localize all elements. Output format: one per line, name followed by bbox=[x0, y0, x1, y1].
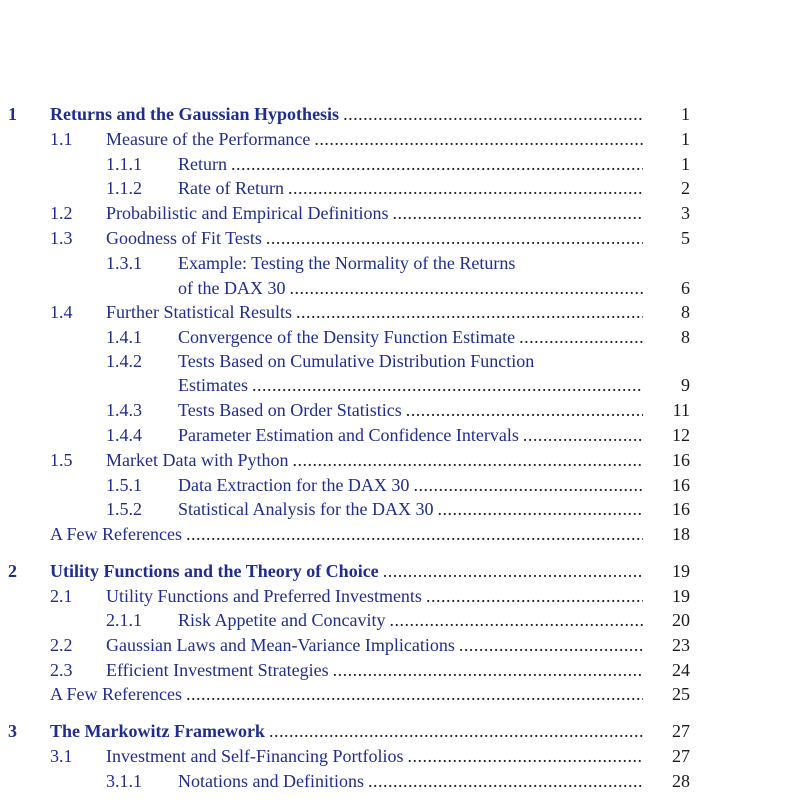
toc-number: 1.3 bbox=[50, 228, 73, 248]
toc-title[interactable]: Gaussian Laws and Mean-Variance Implications bbox=[106, 635, 455, 655]
toc-title[interactable]: Investment and Self-Financing Portfolios bbox=[106, 746, 404, 766]
toc-entry[interactable] bbox=[0, 448, 800, 472]
toc-entry[interactable] bbox=[0, 658, 800, 682]
toc-title[interactable]: A Few References bbox=[50, 684, 182, 704]
toc-number: 3 bbox=[8, 721, 17, 741]
toc-number: 1.1.1 bbox=[106, 154, 142, 174]
toc-number: 2.1 bbox=[50, 586, 73, 606]
toc-leader-dots bbox=[413, 473, 643, 497]
toc-page-number: 27 bbox=[672, 746, 690, 766]
toc-title[interactable]: Data Extraction for the DAX 30 bbox=[178, 475, 410, 495]
toc-number: 1.1.2 bbox=[106, 178, 142, 198]
toc-number: 2.1.1 bbox=[106, 610, 142, 630]
toc-page-number: 1 bbox=[681, 154, 690, 174]
toc-page-number: 20 bbox=[672, 610, 690, 630]
toc-leader-dots bbox=[368, 769, 643, 793]
toc-title[interactable]: The Markowitz Framework bbox=[50, 721, 265, 741]
toc-title[interactable]: Returns and the Gaussian Hypothesis bbox=[50, 104, 340, 124]
toc-page-number: 24 bbox=[672, 660, 690, 680]
toc-leader-dots bbox=[383, 559, 643, 583]
toc-title[interactable]: Measure of the Performance bbox=[106, 129, 311, 149]
toc-leader-dots bbox=[437, 497, 643, 521]
toc-entry[interactable] bbox=[0, 152, 800, 176]
toc-leader-dots bbox=[389, 608, 643, 632]
toc-page-number: 16 bbox=[672, 475, 690, 495]
toc-leader-dots bbox=[426, 584, 643, 608]
toc-title[interactable]: Rate of Return bbox=[178, 178, 284, 198]
toc-number: 2 bbox=[8, 561, 17, 581]
toc-page-number: 2 bbox=[681, 178, 690, 198]
toc-number: 3.1 bbox=[50, 746, 73, 766]
toc-entry[interactable] bbox=[0, 584, 800, 608]
toc-page-number: 8 bbox=[681, 327, 690, 347]
toc-entry[interactable] bbox=[0, 473, 800, 497]
toc-chapter-entry[interactable] bbox=[0, 719, 800, 743]
toc-number: 1.4 bbox=[50, 302, 73, 322]
toc-entry[interactable] bbox=[0, 325, 800, 349]
toc-entry[interactable] bbox=[0, 423, 800, 447]
toc-number: 1.4.1 bbox=[106, 327, 142, 347]
toc-leader-dots bbox=[186, 522, 643, 546]
toc-chapter-entry[interactable] bbox=[0, 559, 800, 583]
toc-page-number: 8 bbox=[681, 302, 690, 322]
toc-title[interactable]: Return bbox=[178, 154, 227, 174]
toc-page-number: 9 bbox=[681, 375, 690, 395]
toc-entry[interactable] bbox=[0, 127, 800, 151]
toc-leader-dots bbox=[392, 201, 643, 225]
toc-page-number: 12 bbox=[672, 425, 690, 445]
toc-page-number: 16 bbox=[672, 499, 690, 519]
toc-leader-dots bbox=[296, 300, 643, 324]
toc-page-number: 27 bbox=[672, 721, 690, 741]
toc-title[interactable]: Efficient Investment Strategies bbox=[106, 660, 329, 680]
toc-leader-dots bbox=[292, 448, 643, 472]
toc-page-number: 25 bbox=[672, 684, 690, 704]
toc-entry[interactable] bbox=[0, 522, 800, 546]
toc-title[interactable]: Probabilistic and Empirical Definitions bbox=[106, 203, 389, 223]
toc-leader-dots bbox=[406, 398, 643, 422]
toc-title[interactable]: Convergence of the Density Function Estimate bbox=[178, 327, 516, 347]
toc-number: 1.4.4 bbox=[106, 425, 142, 445]
toc-title[interactable]: Statistical Analysis for the DAX 30 bbox=[178, 499, 434, 519]
toc-leader-dots bbox=[288, 176, 643, 200]
toc-page-number: 3 bbox=[681, 203, 690, 223]
toc-number: 1.5.2 bbox=[106, 499, 142, 519]
toc-leader-dots bbox=[186, 682, 643, 706]
toc-title[interactable]: Example: Testing the Normality of the Returns bbox=[178, 253, 516, 273]
toc-number: 1.5 bbox=[50, 450, 73, 470]
toc-title[interactable]: Tests Based on Cumulative Distribution Function bbox=[178, 351, 535, 371]
toc-leader-dots bbox=[289, 276, 643, 300]
toc-entry[interactable] bbox=[0, 276, 800, 300]
toc-leader-dots bbox=[519, 325, 643, 349]
toc-entry[interactable] bbox=[0, 608, 800, 632]
toc-entry[interactable] bbox=[0, 251, 800, 275]
toc-entry[interactable] bbox=[0, 176, 800, 200]
toc-page-number: 5 bbox=[681, 228, 690, 248]
toc-title[interactable]: A Few References bbox=[50, 524, 182, 544]
toc-number: 1.3.1 bbox=[106, 253, 142, 273]
toc-leader-dots bbox=[314, 127, 643, 151]
toc-page-number: 28 bbox=[672, 771, 690, 791]
toc-title[interactable]: Utility Functions and the Theory of Choice bbox=[50, 561, 379, 581]
toc-title[interactable]: Tests Based on Order Statistics bbox=[178, 400, 402, 420]
toc-leader-dots bbox=[269, 719, 643, 743]
toc-title[interactable]: of the DAX 30 bbox=[178, 278, 286, 298]
toc-number: 1.4.2 bbox=[106, 351, 142, 371]
toc-number: 1.5.1 bbox=[106, 475, 142, 495]
toc-page-number: 23 bbox=[672, 635, 690, 655]
toc-chapter-entry[interactable] bbox=[0, 102, 800, 126]
toc-leader-dots bbox=[343, 102, 643, 126]
toc-leader-dots bbox=[523, 423, 643, 447]
toc-page-number: 11 bbox=[672, 400, 690, 420]
toc-entry[interactable] bbox=[0, 744, 800, 768]
toc-entry[interactable] bbox=[0, 300, 800, 324]
toc-entry[interactable] bbox=[0, 769, 800, 793]
toc-title[interactable]: Goodness of Fit Tests bbox=[106, 228, 262, 248]
toc-title[interactable]: Utility Functions and Preferred Investments bbox=[106, 586, 422, 606]
toc-page-number: 16 bbox=[672, 450, 690, 470]
toc-entry[interactable] bbox=[0, 373, 800, 397]
toc-title[interactable]: Further Statistical Results bbox=[106, 302, 292, 322]
toc-page-number: 18 bbox=[672, 524, 690, 544]
toc-page-number: 6 bbox=[681, 278, 690, 298]
toc-title[interactable]: Notations and Definitions bbox=[178, 771, 364, 791]
toc-title[interactable]: Risk Appetite and Concavity bbox=[178, 610, 386, 630]
toc-number: 1.1 bbox=[50, 129, 73, 149]
toc-leader-dots bbox=[231, 152, 643, 176]
toc-leader-dots bbox=[266, 226, 643, 250]
toc-number: 1 bbox=[8, 104, 17, 124]
toc-number: 2.2 bbox=[50, 635, 73, 655]
toc-entry[interactable] bbox=[0, 633, 800, 657]
toc-entry[interactable] bbox=[0, 497, 800, 521]
toc-leader-dots bbox=[407, 744, 643, 768]
toc-entry[interactable] bbox=[0, 201, 800, 225]
toc-title[interactable]: Market Data with Python bbox=[106, 450, 289, 470]
toc-leader-dots bbox=[252, 373, 643, 397]
toc-leader-dots bbox=[333, 658, 643, 682]
toc-number: 2.3 bbox=[50, 660, 73, 680]
toc-page-number: 19 bbox=[672, 561, 690, 581]
toc-entry[interactable] bbox=[0, 349, 800, 373]
toc-number: 1.2 bbox=[50, 203, 73, 223]
toc-title[interactable]: Estimates bbox=[178, 375, 248, 395]
toc-page-number: 1 bbox=[681, 104, 690, 124]
toc-entry[interactable] bbox=[0, 682, 800, 706]
toc-number: 1.4.3 bbox=[106, 400, 142, 420]
toc-page-number: 1 bbox=[681, 129, 690, 149]
toc-number: 3.1.1 bbox=[106, 771, 142, 791]
toc-entry[interactable] bbox=[0, 226, 800, 250]
toc-title[interactable]: Parameter Estimation and Confidence Intervals bbox=[178, 425, 519, 445]
toc-leader-dots bbox=[459, 633, 643, 657]
toc-entry[interactable] bbox=[0, 398, 800, 422]
toc-page-number: 19 bbox=[672, 586, 690, 606]
